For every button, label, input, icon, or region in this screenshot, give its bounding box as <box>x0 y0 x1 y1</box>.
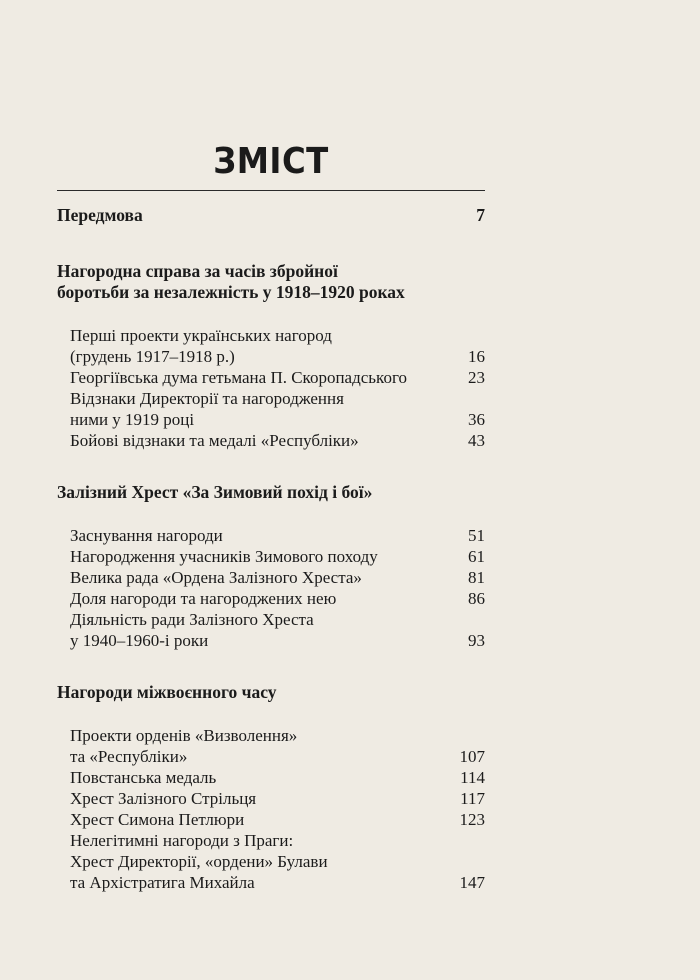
section-heading[interactable] <box>57 682 485 703</box>
toc-entry-line: Хрест Директорії, «ордени» Булави <box>70 852 328 871</box>
toc-entry-line: Велика рада «Ордена Залізного Хреста» <box>70 568 362 587</box>
toc-entry[interactable] <box>70 567 485 588</box>
toc-entry-line: (грудень 1917–1918 р.) <box>70 347 235 366</box>
toc-entry-preface[interactable] <box>57 205 485 226</box>
toc-entry-line: Георгіївська дума гетьмана П. Скоропадського <box>70 368 407 387</box>
toc-entry-line: Хрест Симона Петлюри <box>70 810 245 829</box>
toc-entry[interactable] <box>70 830 485 893</box>
toc-page-number: 61 <box>468 547 485 566</box>
toc-entry[interactable] <box>70 609 485 651</box>
toc-page-number: 114 <box>460 768 485 787</box>
toc-entry-line: Бойові відзнаки та медалі «Республіки» <box>70 431 359 450</box>
toc-entry[interactable] <box>70 788 485 809</box>
toc-entry-label: Передмова <box>57 205 143 225</box>
toc-entry-line: у 1940–1960-і роки <box>70 631 209 650</box>
toc-entry-line: Нагородження учасників Зимового походу <box>70 547 378 566</box>
toc-entry[interactable] <box>70 388 485 430</box>
toc-entry-line: Перші проекти українських нагород <box>70 326 332 345</box>
toc-entry-line: Доля нагороди та нагороджених нею <box>70 589 337 608</box>
toc-page-number: 7 <box>476 205 485 225</box>
toc-entry[interactable] <box>70 430 485 451</box>
toc-entry-line: Відзнаки Директорії та нагородження <box>70 389 344 408</box>
section-heading[interactable] <box>57 482 485 503</box>
toc-entry-line: Хрест Залізного Стрільця <box>70 789 257 808</box>
toc-entry[interactable] <box>70 546 485 567</box>
toc-page-number: 123 <box>459 810 485 829</box>
toc-page-number: 117 <box>460 789 485 808</box>
toc-entry-line: та Архістратига Михайла <box>70 873 255 892</box>
toc-page-number: 107 <box>459 747 485 766</box>
table-of-contents <box>57 140 485 893</box>
toc-entry-line: Проекти орденів «Визволення» <box>70 726 298 745</box>
section-heading-line: Нагородна справа за часів збройної <box>57 261 338 281</box>
toc-page-number: 43 <box>468 431 485 450</box>
toc-entry[interactable] <box>70 588 485 609</box>
toc-page-number: 23 <box>468 368 485 387</box>
page-title: ЗМІСТ <box>213 141 329 182</box>
toc-entry[interactable] <box>70 525 485 546</box>
toc-page-number: 36 <box>468 410 485 429</box>
toc-entry[interactable] <box>70 809 485 830</box>
toc-entry-line: Повстанська медаль <box>70 768 217 787</box>
toc-entry-line: та «Республіки» <box>70 747 188 766</box>
toc-page-number: 93 <box>468 631 485 650</box>
section-heading-line: Залізний Хрест «За Зимовий похід і бої» <box>57 482 373 502</box>
toc-page-number: 147 <box>459 873 485 892</box>
section-entries <box>57 725 485 893</box>
toc-entry-line: ними у 1919 році <box>70 410 195 429</box>
toc-entry[interactable] <box>70 767 485 788</box>
toc-entry[interactable] <box>70 325 485 367</box>
toc-entry[interactable] <box>70 725 485 767</box>
toc-entry[interactable] <box>70 367 485 388</box>
toc-page-number: 86 <box>468 589 485 608</box>
section-heading-line: боротьби за незалежність у 1918–1920 роках <box>57 282 405 302</box>
toc-page-number: 81 <box>468 568 485 587</box>
toc-page-number: 16 <box>468 347 485 366</box>
toc-entry-line: Заснування нагороди <box>70 526 223 545</box>
toc-page-number: 51 <box>468 526 485 545</box>
section-entries <box>57 325 485 451</box>
title-divider <box>57 190 485 191</box>
toc-entry-line: Нелегітимні нагороди з Праги: <box>70 831 294 850</box>
section-heading[interactable] <box>57 261 485 303</box>
section-entries <box>57 525 485 651</box>
toc-sections <box>57 261 485 893</box>
toc-entry-line: Діяльність ради Залізного Хреста <box>70 610 314 629</box>
section-heading-line: Нагороди міжвоєнного часу <box>57 682 277 702</box>
